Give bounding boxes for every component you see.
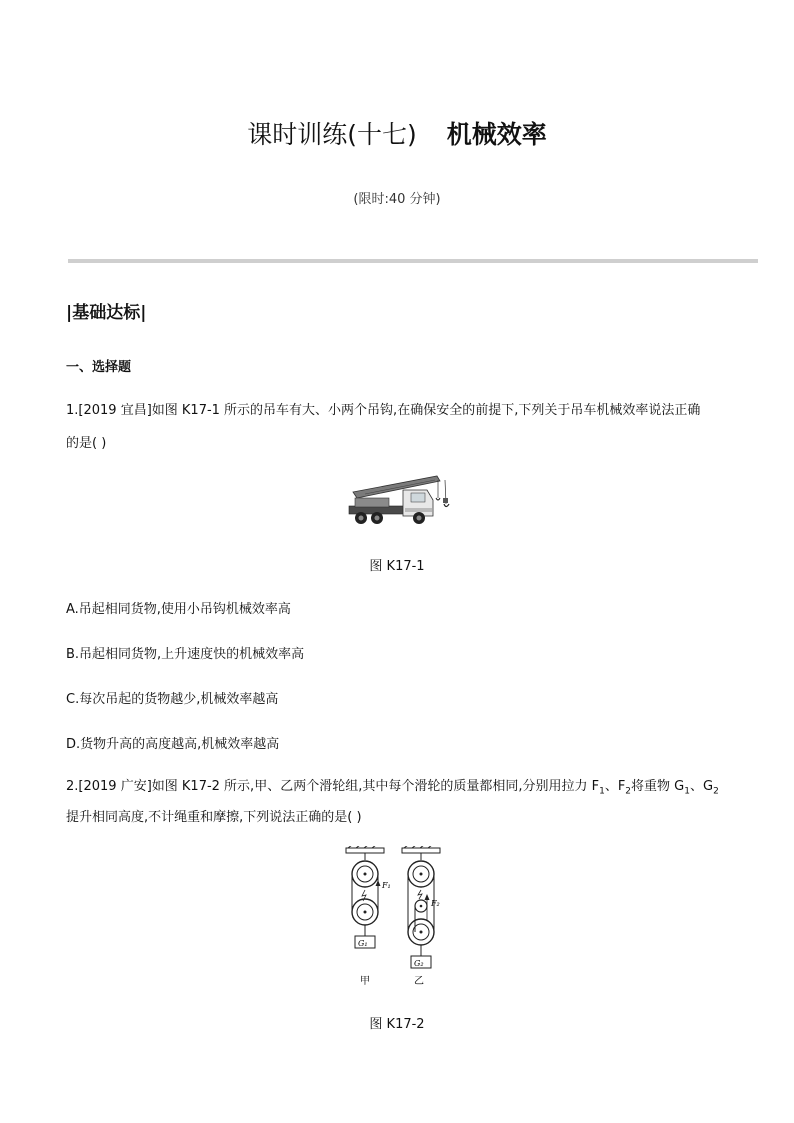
- subsection-heading: 一、选择题: [66, 360, 132, 375]
- q1-option-c: C.每次吊起的货物越少,机械效率越高: [66, 692, 279, 707]
- q1-option-a: A.吊起相同货物,使用小吊钩机械效率高: [66, 602, 291, 617]
- force-label-right: F₂: [431, 899, 440, 908]
- time-limit: (限时:40 分钟): [353, 192, 441, 207]
- q1-line1: 1.[2019 宜昌]如图 K17-1 所示的吊车有大、小两个吊钩,在确保安全的前提下,下列关于吊车机械效率说法正确: [66, 403, 701, 418]
- page-title: [0, 118, 794, 152]
- pulley-system-left: [346, 846, 391, 948]
- q2-line2: 提升相同高度,不计绳重和摩擦,下列说法正确的是( ): [66, 810, 362, 825]
- title-topic: 机械效率: [446, 120, 547, 149]
- figure-caption-k17-1: 图 K17-1: [369, 559, 425, 574]
- divider: [68, 259, 758, 263]
- q1-option-b: B.吊起相同货物,上升速度快的机械效率高: [66, 647, 305, 662]
- weight-label-right: G₂: [414, 959, 424, 968]
- label-yi: 乙: [414, 976, 424, 987]
- weight-label-left: G₁: [358, 939, 368, 948]
- q1-option-d: D.货物升高的高度越高,机械效率越高: [66, 737, 280, 752]
- crane-truck-image: [345, 470, 457, 532]
- q1-line2: 的是( ): [66, 436, 107, 451]
- title-main: 课时训练(十七): [247, 120, 417, 149]
- force-label-left: F₁: [382, 881, 391, 890]
- q2-line1: 2.[2019 广安]如图 K17-2 所示,甲、乙两个滑轮组,其中每个滑轮的质量都相同,分别用拉力 $F_1$、$F_2$将重物 $G_1$、$G_2$: [66, 779, 719, 797]
- label-jia: 甲: [360, 976, 370, 987]
- pulley-systems-diagram: [342, 846, 452, 991]
- figure-caption-k17-2: 图 K17-2: [369, 1017, 425, 1032]
- section-heading: |基础达标|: [66, 303, 147, 323]
- pulley-system-right: [402, 846, 440, 968]
